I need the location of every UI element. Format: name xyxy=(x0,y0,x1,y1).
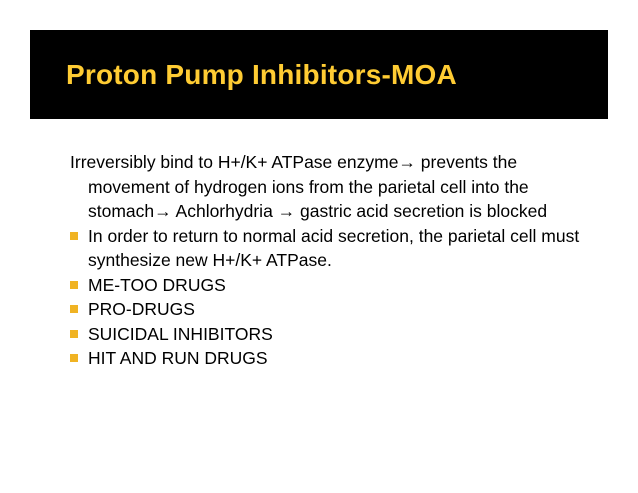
bullet-text: PRO-DRUGS xyxy=(88,299,195,319)
bullet-item xyxy=(70,346,590,371)
bullet-square-icon xyxy=(70,354,78,362)
bullet-square-icon xyxy=(70,281,78,289)
bullet-item xyxy=(70,273,590,298)
bullet-square-icon xyxy=(70,330,78,338)
bullet-item xyxy=(70,322,590,347)
bullet-text: HIT AND RUN DRUGS xyxy=(88,348,268,368)
bullet-item xyxy=(70,297,590,322)
bullet-item xyxy=(70,224,590,273)
intro-paragraph: Irreversibly bind to H+/K+ ATPase enzyme→ prevents the movement of hydrogen ions from the parietal cell into the stomach→ Achlorhydria → gastric acid secretion is blocked xyxy=(70,152,548,221)
bullet-text: In order to return to normal acid secretion, the parietal cell must synthesize new H+/K+ ATPase. xyxy=(88,225,580,270)
bullet-square-icon xyxy=(70,232,78,240)
bullet-list xyxy=(70,224,590,371)
slide-title: Proton Pump Inhibitors-MOA xyxy=(66,59,457,90)
bullet-text: ME-TOO DRUGS xyxy=(88,274,226,295)
bullet-text: SUICIDAL INHIBITORS xyxy=(88,323,273,344)
bullet-square-icon xyxy=(70,305,78,313)
slide-body xyxy=(70,150,590,371)
title-bar xyxy=(30,30,608,119)
